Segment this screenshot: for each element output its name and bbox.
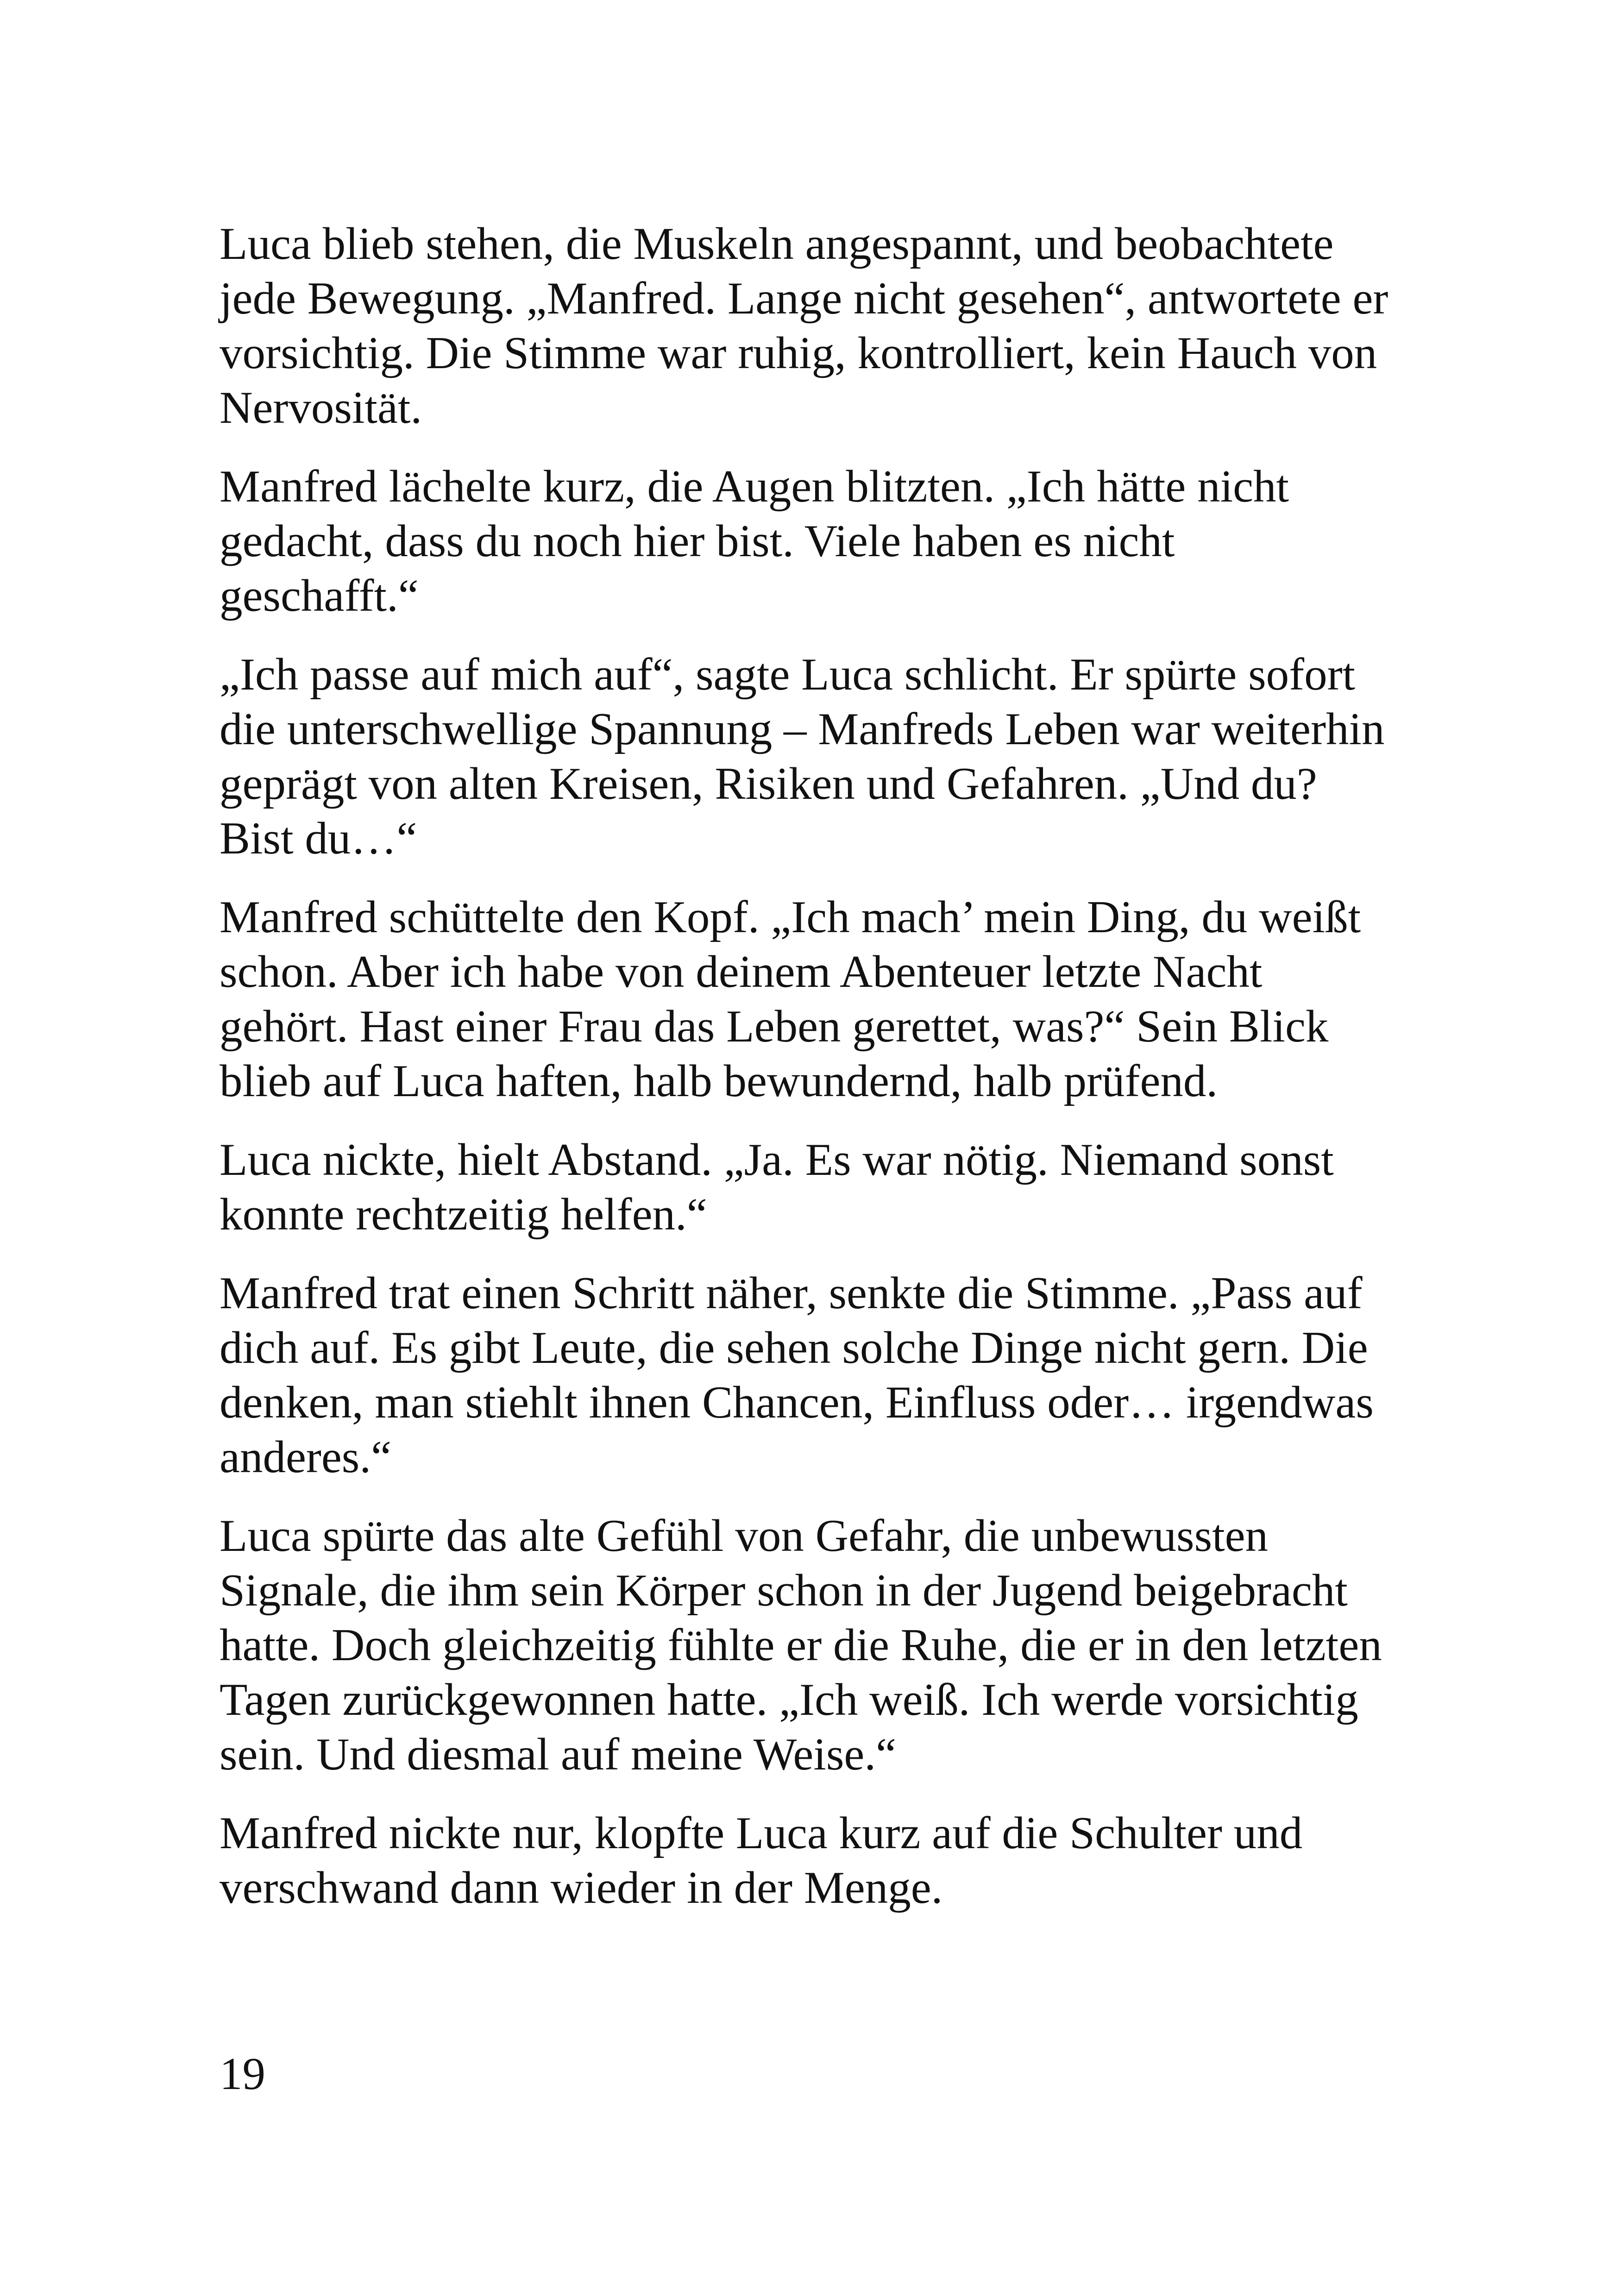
text-line: Manfred schüttelte den Kopf. „Ich mach’ mein Ding, du weißt [220,892,1361,942]
text-line: vorsichtig. Die Stimme war ruhig, kontrolliert, kein Hauch von [220,328,1377,378]
text-line: Luca spürte das alte Gefühl von Gefahr, die unbewussten [220,1511,1269,1561]
text-line: dich auf. Es gibt Leute, die sehen solche Dinge nicht gern. Die [220,1323,1368,1373]
text-line: Bist du…“ [220,813,417,864]
text-line: sein. Und diesmal auf meine Weise.“ [220,1729,897,1780]
text-line: Nervosität. [220,383,422,433]
text-line: gedacht, dass du noch hier bist. Viele haben es nicht [220,516,1175,566]
text-line: die unterschwellige Spannung – Manfreds Leben war weiterhin [220,704,1385,754]
text-line: anderes.“ [220,1432,392,1482]
text-line: hatte. Doch gleichzeitig fühlte er die Ruhe, die er in den letzten [220,1620,1382,1670]
text-line: schon. Aber ich habe von deinem Abenteuer letzte Nacht [220,947,1263,997]
text-line: gehört. Hast einer Frau das Leben gerettet, was?“ Sein Blick [220,1001,1329,1052]
text-line: Luca nickte, hielt Abstand. „Ja. Es war nötig. Niemand sonst [220,1135,1334,1185]
text-line: Manfred lächelte kurz, die Augen blitzten. „Ich hätte nicht [220,461,1289,512]
page-number: 19 [220,2049,265,2099]
text-line: Manfred nickte nur, klopfte Luca kurz auf die Schulter und [220,1808,1303,1858]
text-line: denken, man stiehlt ihnen Chancen, Einfluss oder… irgendwas [220,1377,1374,1428]
text-line: geschafft.“ [220,571,419,621]
text-line: Manfred trat einen Schritt näher, senkte die Stimme. „Pass auf [220,1268,1363,1318]
paragraph [220,1509,1433,1782]
text-line: verschwand dann wieder in der Menge. [220,1863,943,1913]
paragraph [220,459,1433,623]
text-line: „Ich passe auf mich auf“, sagte Luca schlicht. Er spürte sofort [220,649,1356,700]
text-line: Signale, die ihm sein Körper schon in der Jugend beigebracht [220,1565,1348,1616]
text-line: konnte rechtzeitig helfen.“ [220,1189,707,1240]
text-line: Tagen zurückgewonnen hatte. „Ich weiß. Ich werde vorsichtig [220,1675,1358,1725]
paragraph [220,217,1433,435]
paragraph [220,647,1433,866]
text-line: jede Bewegung. „Manfred. Lange nicht gesehen“, antwortete er [220,273,1389,324]
body-text [220,217,1433,1939]
text-line: geprägt von alten Kreisen, Risiken und Gefahren. „Und du? [220,759,1317,809]
paragraph [220,1133,1433,1242]
paragraph [220,1266,1433,1485]
text-line: blieb auf Luca haften, halb bewundernd, halb prüfend. [220,1056,1218,1106]
paragraph [220,890,1433,1109]
paragraph [220,1806,1433,1915]
text-line: Luca blieb stehen, die Muskeln angespannt, und beobachtete [220,219,1334,269]
